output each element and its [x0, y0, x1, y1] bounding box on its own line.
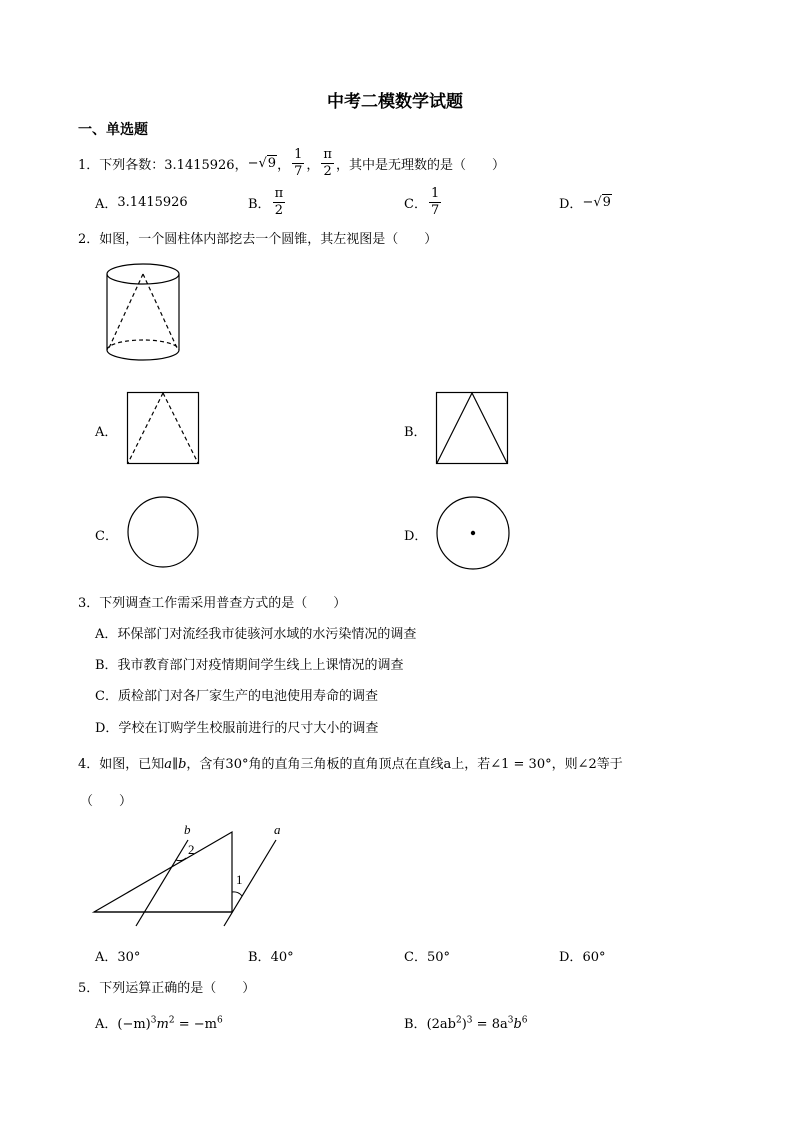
math-term: (2ab: [426, 1017, 456, 1032]
denominator: 2: [274, 202, 283, 218]
sqrt-expression: √9: [593, 194, 611, 210]
option-label: B．: [248, 196, 271, 212]
exponent: 2: [455, 1015, 462, 1026]
question-number: 3．: [78, 596, 100, 611]
option-text: 3.1415926: [117, 194, 188, 210]
cylinder-cone-figure: [100, 262, 190, 364]
math-term: = 8a: [472, 1017, 508, 1032]
option-text: 60°: [582, 950, 606, 965]
radicand: 9: [602, 194, 611, 210]
fraction-one-seventh: [292, 148, 304, 178]
option-c[interactable]: [404, 185, 443, 219]
parallel-lines-triangle-figure: [90, 822, 290, 932]
section-heading: 一、单选题: [78, 122, 148, 138]
neg-sign: −: [247, 155, 259, 171]
option-label: A．: [95, 1017, 118, 1032]
option-label: C．: [404, 196, 427, 212]
question-text: 下列调查工作需采用普查方式的是（ ）: [99, 596, 347, 611]
exponent: 3: [507, 1015, 514, 1026]
numerator: π: [323, 146, 332, 162]
option-label: D．: [559, 196, 583, 212]
math-term: b: [513, 1017, 522, 1032]
square-dashed-triangle-figure: [127, 392, 199, 464]
question-number: 5．: [78, 981, 100, 996]
page-title: 中考二模数学试题: [327, 92, 463, 112]
option-d[interactable]: [559, 946, 605, 965]
radicand: 9: [267, 155, 277, 171]
question-text: ，含有: [186, 757, 226, 772]
separator: ，: [277, 157, 291, 173]
option-a[interactable]: [95, 185, 188, 219]
option-a[interactable]: [95, 1013, 223, 1032]
question-number: 1．: [78, 157, 100, 173]
option-label: A．: [95, 196, 118, 212]
math-term: (−m): [117, 1017, 151, 1032]
question-number: 4．: [78, 757, 100, 772]
math-term: ): [461, 1017, 467, 1032]
angle-condition: ∠1 = 30°: [490, 757, 552, 772]
denominator: 7: [294, 163, 303, 179]
question-number: 2．: [78, 232, 100, 247]
option-d[interactable]: D．学校在订购学生校服前进行的尺寸大小的调查: [95, 721, 379, 736]
question-3: [78, 592, 346, 611]
question-5: [78, 977, 255, 996]
variable-a: a: [164, 757, 173, 772]
question-4: [78, 753, 623, 772]
option-a[interactable]: [95, 421, 117, 440]
exponent: 2: [168, 1015, 175, 1026]
option-label: A．: [95, 425, 118, 440]
option-b[interactable]: [248, 946, 294, 965]
question-1: [78, 146, 505, 180]
option-c[interactable]: C．质检部门对各厂家生产的电池使用寿命的调查: [95, 689, 378, 704]
exponent: 6: [216, 1015, 223, 1026]
numerator: 1: [294, 146, 303, 162]
fraction-pi-half: [273, 187, 286, 217]
separator: ，: [306, 157, 320, 173]
option-text: 50°: [426, 950, 450, 965]
question-text: 下列各数：3.1415926，: [99, 157, 248, 173]
angle-value: 30°: [225, 757, 249, 772]
option-a[interactable]: [95, 946, 140, 965]
sqrt-expression: √9: [258, 155, 277, 171]
option-label: D．: [559, 950, 583, 965]
neg-sign: −: [582, 194, 594, 210]
option-c[interactable]: [404, 946, 450, 965]
math-term: = −m: [174, 1017, 217, 1032]
option-d[interactable]: [404, 525, 427, 544]
circle-with-dot-figure: [436, 496, 510, 570]
numerator: 1: [430, 185, 440, 201]
option-label: C．: [404, 950, 427, 965]
question-text: 如图，一个圆柱体内部挖去一个圆锥，其左视图是（ ）: [99, 232, 438, 247]
fraction-pi-half: [321, 148, 334, 178]
parallel-symbol: ∥: [172, 757, 179, 772]
option-label: D．: [404, 529, 428, 544]
option-label: A．: [95, 950, 118, 965]
angle-asked: ∠2: [577, 757, 597, 772]
option-label: B．: [248, 950, 271, 965]
question-text: 等于: [596, 757, 623, 772]
option-label: B．: [404, 425, 427, 440]
option-text: 30°: [117, 950, 141, 965]
question-text: 角的直角三角板的直角顶点在直线a上，若: [248, 757, 491, 772]
question-text-suffix: ，其中是无理数的是（ ）: [335, 157, 505, 173]
fraction-one-seventh: [429, 187, 441, 217]
circle-figure: [127, 496, 199, 568]
label-b: b: [184, 822, 191, 837]
variable-b: b: [178, 757, 187, 772]
math-term: m: [156, 1017, 169, 1032]
option-text: 40°: [270, 950, 294, 965]
exponent: 6: [521, 1015, 528, 1026]
option-label: B．: [404, 1017, 427, 1032]
denominator: 7: [430, 202, 440, 218]
exponent: 3: [150, 1015, 157, 1026]
option-b[interactable]: [404, 1013, 528, 1032]
label-a: a: [274, 822, 281, 837]
question-text: 下列运算正确的是（ ）: [99, 981, 256, 996]
option-b[interactable]: [404, 421, 427, 440]
square-solid-triangle-figure: [436, 392, 508, 464]
option-b[interactable]: B．我市教育部门对疫情期间学生线上上课情况的调查: [95, 658, 404, 673]
question-4-blank: （ ）: [80, 794, 133, 809]
label-angle-2: 2: [188, 842, 195, 857]
option-a[interactable]: A．环保部门对流经我市徒骇河水域的水污染情况的调查: [95, 627, 417, 642]
numerator: π: [274, 185, 284, 201]
denominator: 2: [323, 163, 332, 179]
exponent: 3: [466, 1015, 473, 1026]
option-b[interactable]: [248, 185, 287, 219]
option-c[interactable]: [95, 525, 118, 544]
question-text: ，则: [551, 757, 578, 772]
option-label: C．: [95, 529, 118, 544]
question-text: 如图，已知: [99, 757, 165, 772]
label-angle-1: 1: [236, 872, 243, 887]
question-2: [78, 228, 437, 247]
option-d[interactable]: [559, 185, 612, 219]
